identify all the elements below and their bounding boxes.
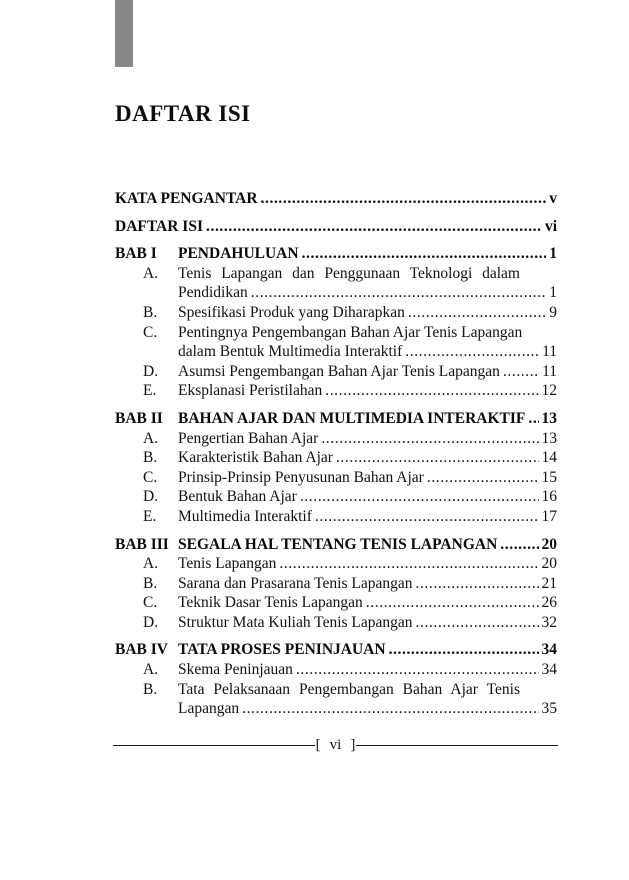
item-letter: C. [143, 594, 158, 612]
dot-leader [321, 429, 538, 449]
chapter-title: SEGALA HAL TENTANG TENIS LAPANGAN [178, 535, 498, 553]
toc-subentry [115, 468, 557, 488]
page-footer [113, 736, 558, 755]
entry-page-number: vi [544, 217, 557, 235]
toc-subentry [115, 680, 557, 719]
dot-leader [302, 244, 547, 264]
toc-subentry [115, 323, 557, 362]
entry-page-number: 1 [549, 284, 557, 302]
item-letter: A. [143, 429, 159, 447]
chapter-label: BAB I [115, 245, 157, 263]
entry-text: Lapangan [178, 700, 240, 718]
dot-leader [300, 487, 539, 507]
dot-leader [279, 554, 538, 574]
entry-page-number: 12 [541, 382, 557, 400]
dot-leader [242, 699, 538, 719]
dot-leader [408, 303, 546, 323]
entry-text-line1: Pentingnya Pengembangan Bahan Ajar Tenis Lapangan [178, 323, 523, 341]
entry-text: Bentuk Bahan Ajar [178, 488, 297, 506]
entry-page-number: 20 [541, 555, 557, 573]
toc-subentry [115, 660, 557, 680]
item-letter: D. [143, 613, 159, 631]
item-body [178, 264, 557, 303]
item-letter: E. [143, 507, 157, 525]
toc-chapter-bab-3 [115, 535, 557, 555]
entry-text: Tenis Lapangan [178, 555, 277, 573]
entry-page-number: 9 [549, 303, 557, 321]
page-title: DAFTAR ISI [115, 101, 251, 127]
toc-subentry [115, 381, 557, 401]
entry-text: Karakteristik Bahan Ajar [178, 449, 333, 467]
dot-leader [336, 448, 539, 468]
chapter-title: BAHAN AJAR DAN MULTIMEDIA INTERAKTIF [178, 409, 526, 427]
dot-leader [500, 535, 538, 555]
entry-page-number: 26 [541, 594, 557, 612]
entry-line [178, 554, 557, 574]
entry-text: Sarana dan Prasarana Tenis Lapangan [178, 574, 413, 592]
entry-page-number: 35 [541, 700, 557, 718]
entry-text: Spesifikasi Produk yang Diharapkan [178, 303, 405, 321]
dot-leader [251, 283, 547, 303]
chapter-label: BAB IV [115, 641, 168, 659]
toc-entry-daftar-isi [115, 217, 557, 237]
toc-subentry [115, 574, 557, 594]
item-letter: E. [143, 382, 157, 400]
entry-text: Eksplanasi Peristilahan [178, 382, 323, 400]
toc-chapter-bab-4 [115, 640, 557, 660]
dot-leader [315, 507, 539, 527]
entry-line [178, 507, 557, 527]
footer-rule-left [113, 745, 315, 746]
dot-leader [389, 640, 539, 660]
entry-text-line1: Tenis Lapangan dan Penggunaan Teknologi dalam [178, 264, 520, 282]
entry-line [178, 468, 557, 488]
entry-page-number: 17 [541, 507, 557, 525]
entry-page-number: 14 [541, 449, 557, 467]
entry-text-line2 [178, 342, 557, 362]
item-letter: C. [143, 323, 158, 341]
footer-bracket-right: ] [350, 737, 356, 753]
entry-line [178, 448, 557, 468]
item-letter: C. [143, 468, 158, 486]
item-letter: D. [143, 362, 159, 380]
entry-page-number: 16 [541, 488, 557, 506]
toc-chapter-bab-1 [115, 244, 557, 264]
entry-text: Prinsip-Prinsip Penyusunan Bahan Ajar [178, 468, 424, 486]
toc-subentry [115, 593, 557, 613]
table-of-contents [115, 189, 557, 719]
dot-leader [206, 217, 542, 237]
chapter-title: PENDAHULUAN [178, 245, 299, 263]
entry-page-number: 34 [541, 661, 557, 679]
entry-text: dalam Bentuk Multimedia Interaktif [178, 343, 403, 361]
item-letter: D. [143, 488, 159, 506]
toc-subentry [115, 362, 557, 382]
item-letter: B. [143, 303, 158, 321]
entry-page-number: 13 [541, 429, 557, 447]
entry-page-number: 32 [541, 613, 557, 631]
entry-line [178, 660, 557, 680]
item-letter: A. [143, 555, 159, 573]
toc-subentry [115, 487, 557, 507]
entry-line [178, 574, 557, 594]
toc-subentry [115, 448, 557, 468]
entry-page-number: 11 [542, 362, 557, 380]
chapter-title: TATA PROSES PENINJAUAN [178, 641, 386, 659]
entry-text: Teknik Dasar Tenis Lapangan [178, 594, 363, 612]
entry-page-number: 20 [541, 535, 557, 553]
entry-line [178, 381, 557, 401]
item-letter: B. [143, 680, 158, 698]
entry-text-line1: Tata Pelaksanaan Pengembangan Bahan Ajar Tenis [178, 680, 520, 698]
item-letter: B. [143, 449, 158, 467]
entry-line [178, 613, 557, 633]
dot-leader [528, 409, 538, 429]
toc-subentry [115, 429, 557, 449]
chapter-label: BAB II [115, 409, 163, 427]
entry-text-line2 [178, 699, 557, 719]
toc-subentry [115, 554, 557, 574]
entry-page-number: 13 [541, 409, 557, 427]
entry-page-number: 11 [542, 343, 557, 361]
toc-subentry [115, 303, 557, 323]
entry-page-number: v [549, 190, 557, 207]
entry-line [178, 429, 557, 449]
entry-text: Pengertian Bahan Ajar [178, 429, 319, 447]
dot-leader [261, 189, 547, 209]
toc-subentry [115, 264, 557, 303]
item-letter: A. [143, 264, 159, 282]
item-body [178, 680, 557, 719]
entry-page-number: 1 [549, 245, 557, 263]
footer-page-number: vi [329, 737, 342, 753]
dot-leader [415, 574, 538, 594]
entry-page-number: 21 [541, 574, 557, 592]
entry-line [178, 303, 557, 323]
toc-chapter-bab-2 [115, 409, 557, 429]
footer-bracket-left: [ [315, 737, 321, 753]
entry-title: DAFTAR ISI [115, 217, 203, 235]
item-body [178, 323, 557, 362]
entry-title: KATA PENGANTAR [115, 190, 258, 207]
dot-leader [366, 593, 539, 613]
entry-text-line2 [178, 283, 557, 303]
footer-rule-right [356, 745, 558, 746]
entry-text: Pendidikan [178, 284, 248, 302]
dot-leader [405, 342, 539, 362]
entry-text: Asumsi Pengembangan Bahan Ajar Tenis Lapangan [178, 362, 500, 380]
toc-subentry [115, 507, 557, 527]
gray-tab-marker [115, 0, 133, 67]
dot-leader [427, 468, 539, 488]
entry-line [178, 593, 557, 613]
entry-page-number: 15 [541, 468, 557, 486]
dot-leader [296, 660, 539, 680]
toc-subentry [115, 613, 557, 633]
entry-page-number: 34 [541, 641, 557, 659]
dot-leader [503, 362, 539, 382]
entry-text: Skema Peninjauan [178, 661, 293, 679]
entry-text: Struktur Mata Kuliah Tenis Lapangan [178, 613, 413, 631]
entry-text: Multimedia Interaktif [178, 507, 312, 525]
dot-leader [325, 381, 538, 401]
entry-line [178, 362, 557, 382]
item-letter: A. [143, 661, 159, 679]
dot-leader [416, 613, 539, 633]
toc-entry-kata-pengantar [115, 189, 557, 209]
item-letter: B. [143, 574, 158, 592]
entry-line [178, 487, 557, 507]
chapter-label: BAB III [115, 535, 169, 553]
